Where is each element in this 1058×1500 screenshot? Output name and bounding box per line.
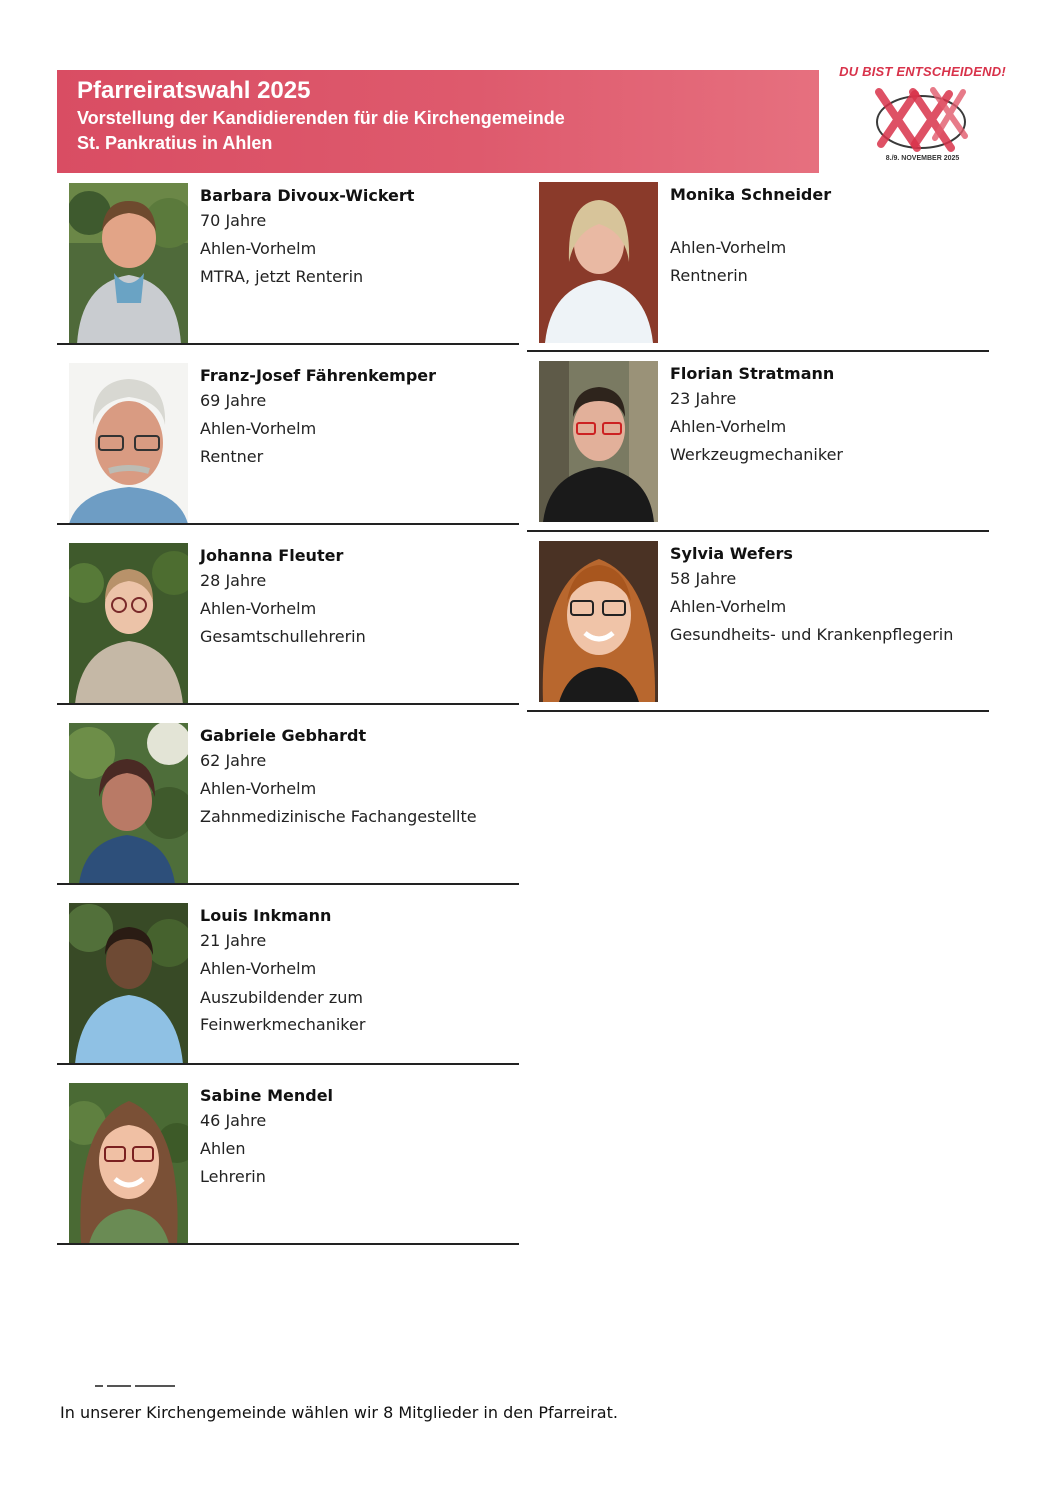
divider	[57, 703, 519, 705]
page-subtitle-line-2: St. Pankratius in Ahlen	[77, 133, 273, 153]
candidate-place: Ahlen-Vorhelm	[200, 419, 317, 438]
candidate-card	[57, 713, 519, 883]
candidate-name: Florian Stratmann	[670, 364, 835, 383]
candidate-info	[200, 725, 510, 831]
candidate-job: Gesamtschullehrerin	[200, 627, 366, 646]
scan-artifact	[95, 1384, 180, 1388]
candidate-card	[527, 172, 989, 342]
divider	[57, 883, 519, 885]
candidate-info	[670, 363, 980, 469]
candidate-photo	[539, 361, 658, 522]
candidate-job: Rentnerin	[670, 266, 748, 285]
candidate-info	[670, 184, 980, 290]
candidate-job: Rentner	[200, 447, 264, 466]
header-banner	[57, 70, 819, 173]
candidate-name: Franz-Josef Fährenkemper	[200, 366, 437, 385]
candidate-name: Barbara Divoux-Wickert	[200, 186, 415, 205]
candidate-place: Ahlen-Vorhelm	[670, 417, 787, 436]
candidate-place: Ahlen	[200, 1139, 246, 1158]
candidate-age: 46 Jahre	[200, 1111, 267, 1130]
candidate-job: Zahnmedizinische Fachangestellte	[200, 807, 477, 826]
candidate-age: 69 Jahre	[200, 391, 267, 410]
election-logo	[835, 64, 1010, 174]
candidate-photo	[539, 541, 658, 702]
candidate-place: Ahlen-Vorhelm	[670, 597, 787, 616]
logo-slogan: DU BIST ENTSCHEIDEND!	[839, 64, 1006, 79]
candidate-card	[57, 533, 519, 703]
candidate-place: Ahlen-Vorhelm	[200, 239, 317, 258]
footer-note: In unserer Kirchengemeinde wählen wir 8 Mitglieder in den Pfarreirat.	[60, 1403, 618, 1422]
candidate-place: Ahlen-Vorhelm	[200, 599, 317, 618]
divider	[57, 1243, 519, 1245]
candidate-info	[200, 1085, 510, 1191]
candidate-card	[57, 353, 519, 523]
candidate-photo	[69, 1083, 188, 1244]
candidate-card	[57, 893, 519, 1063]
candidate-age: 58 Jahre	[670, 569, 737, 588]
divider	[57, 523, 519, 525]
candidate-age: 21 Jahre	[200, 931, 267, 950]
candidate-age: 23 Jahre	[670, 389, 737, 408]
divider	[57, 343, 519, 345]
candidate-age	[670, 206, 980, 234]
candidate-card	[57, 1073, 519, 1243]
candidate-card	[527, 531, 989, 701]
candidate-name: Sylvia Wefers	[670, 544, 793, 563]
candidate-photo	[69, 363, 188, 524]
candidate-job: MTRA, jetzt Renterin	[200, 267, 364, 286]
page-subtitle-line-1: Vorstellung der Kandidierenden für die Kirchengemeinde	[77, 108, 565, 128]
candidate-age: 62 Jahre	[200, 751, 267, 770]
candidate-info	[200, 365, 510, 471]
candidate-photo	[69, 183, 188, 344]
candidate-name: Sabine Mendel	[200, 1086, 334, 1105]
logo-date: 8./9. NOVEMBER 2025	[885, 155, 960, 162]
page-title: Pfarreiratswahl 2025	[77, 77, 311, 104]
candidate-place: Ahlen-Vorhelm	[200, 779, 317, 798]
candidate-job: Gesundheits- und Krankenpflegerin	[670, 625, 954, 644]
ballot-cross-icon	[873, 86, 969, 154]
candidate-info	[200, 185, 510, 291]
candidate-name: Johanna Fleuter	[200, 546, 344, 565]
candidate-info	[670, 543, 980, 649]
candidate-job: Lehrerin	[200, 1167, 266, 1186]
candidate-name: Gabriele Gebhardt	[200, 726, 367, 745]
candidate-photo	[69, 903, 188, 1064]
divider	[527, 710, 989, 712]
candidate-info	[200, 905, 510, 1037]
divider	[57, 1063, 519, 1065]
candidate-photo	[539, 182, 658, 343]
candidate-age: 28 Jahre	[200, 571, 267, 590]
candidate-name: Louis Inkmann	[200, 906, 332, 925]
candidate-job: Werkzeugmechaniker	[670, 445, 843, 464]
candidate-place: Ahlen-Vorhelm	[200, 959, 317, 978]
candidate-age: 70 Jahre	[200, 211, 267, 230]
candidate-card	[57, 173, 519, 343]
candidate-info	[200, 545, 510, 651]
candidate-photo	[69, 543, 188, 704]
candidate-place: Ahlen-Vorhelm	[670, 238, 787, 257]
candidate-card	[527, 351, 989, 521]
candidate-job-continued: Feinwerkmechaniker	[200, 1015, 366, 1034]
candidate-job: Auszubildender zum	[200, 988, 363, 1007]
candidate-name: Monika Schneider	[670, 185, 832, 204]
candidate-photo	[69, 723, 188, 884]
